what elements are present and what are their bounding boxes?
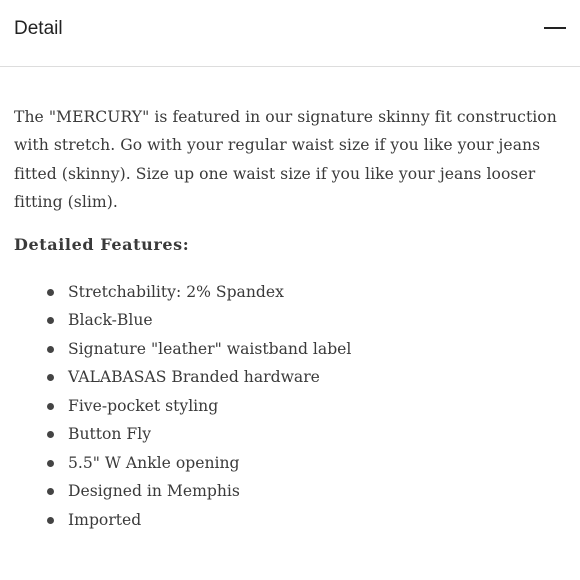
bullet-dot-icon	[47, 431, 54, 438]
feature-label: Designed in Memphis	[68, 482, 240, 501]
features-list	[14, 278, 568, 535]
feature-item	[14, 392, 568, 421]
feature-item	[14, 306, 568, 335]
feature-label: Imported	[68, 510, 142, 529]
features-heading: Detailed Features:	[14, 234, 190, 254]
bullet-dot-icon	[47, 317, 54, 324]
bullet-dot-icon	[47, 403, 54, 410]
collapse-toggle-button[interactable]	[542, 16, 568, 42]
feature-item	[14, 278, 568, 307]
bullet-dot-icon	[47, 289, 54, 296]
feature-item	[14, 506, 568, 535]
bullet-dot-icon	[47, 488, 54, 495]
feature-label: Button Fly	[68, 425, 152, 444]
feature-item	[14, 335, 568, 364]
feature-label: Signature "leather" waistband label	[68, 339, 352, 358]
feature-item	[14, 449, 568, 478]
feature-label: Stretchability: 2% Spandex	[68, 282, 284, 301]
section-divider	[0, 66, 580, 67]
feature-item	[14, 420, 568, 449]
minus-icon	[544, 27, 566, 29]
bullet-dot-icon	[47, 346, 54, 353]
feature-label: VALABASAS Branded hardware	[68, 368, 320, 387]
detail-content	[14, 103, 568, 534]
product-description: The "MERCURY" is featured in our signature skinny fit construction with stretch. Go with your regular waist size if you like your jeans fitted (skinny). Size up one waist size if you like your jeans looser fitting (slim).	[14, 108, 557, 212]
feature-label: 5.5" W Ankle opening	[68, 453, 240, 472]
detail-section-header[interactable]	[14, 14, 566, 54]
section-title: Detail	[14, 18, 63, 39]
feature-label: Black-Blue	[68, 311, 153, 330]
bullet-dot-icon	[47, 374, 54, 381]
feature-item	[14, 477, 568, 506]
bullet-dot-icon	[47, 460, 54, 467]
feature-label: Five-pocket styling	[68, 396, 219, 415]
feature-item	[14, 363, 568, 392]
bullet-dot-icon	[47, 517, 54, 524]
